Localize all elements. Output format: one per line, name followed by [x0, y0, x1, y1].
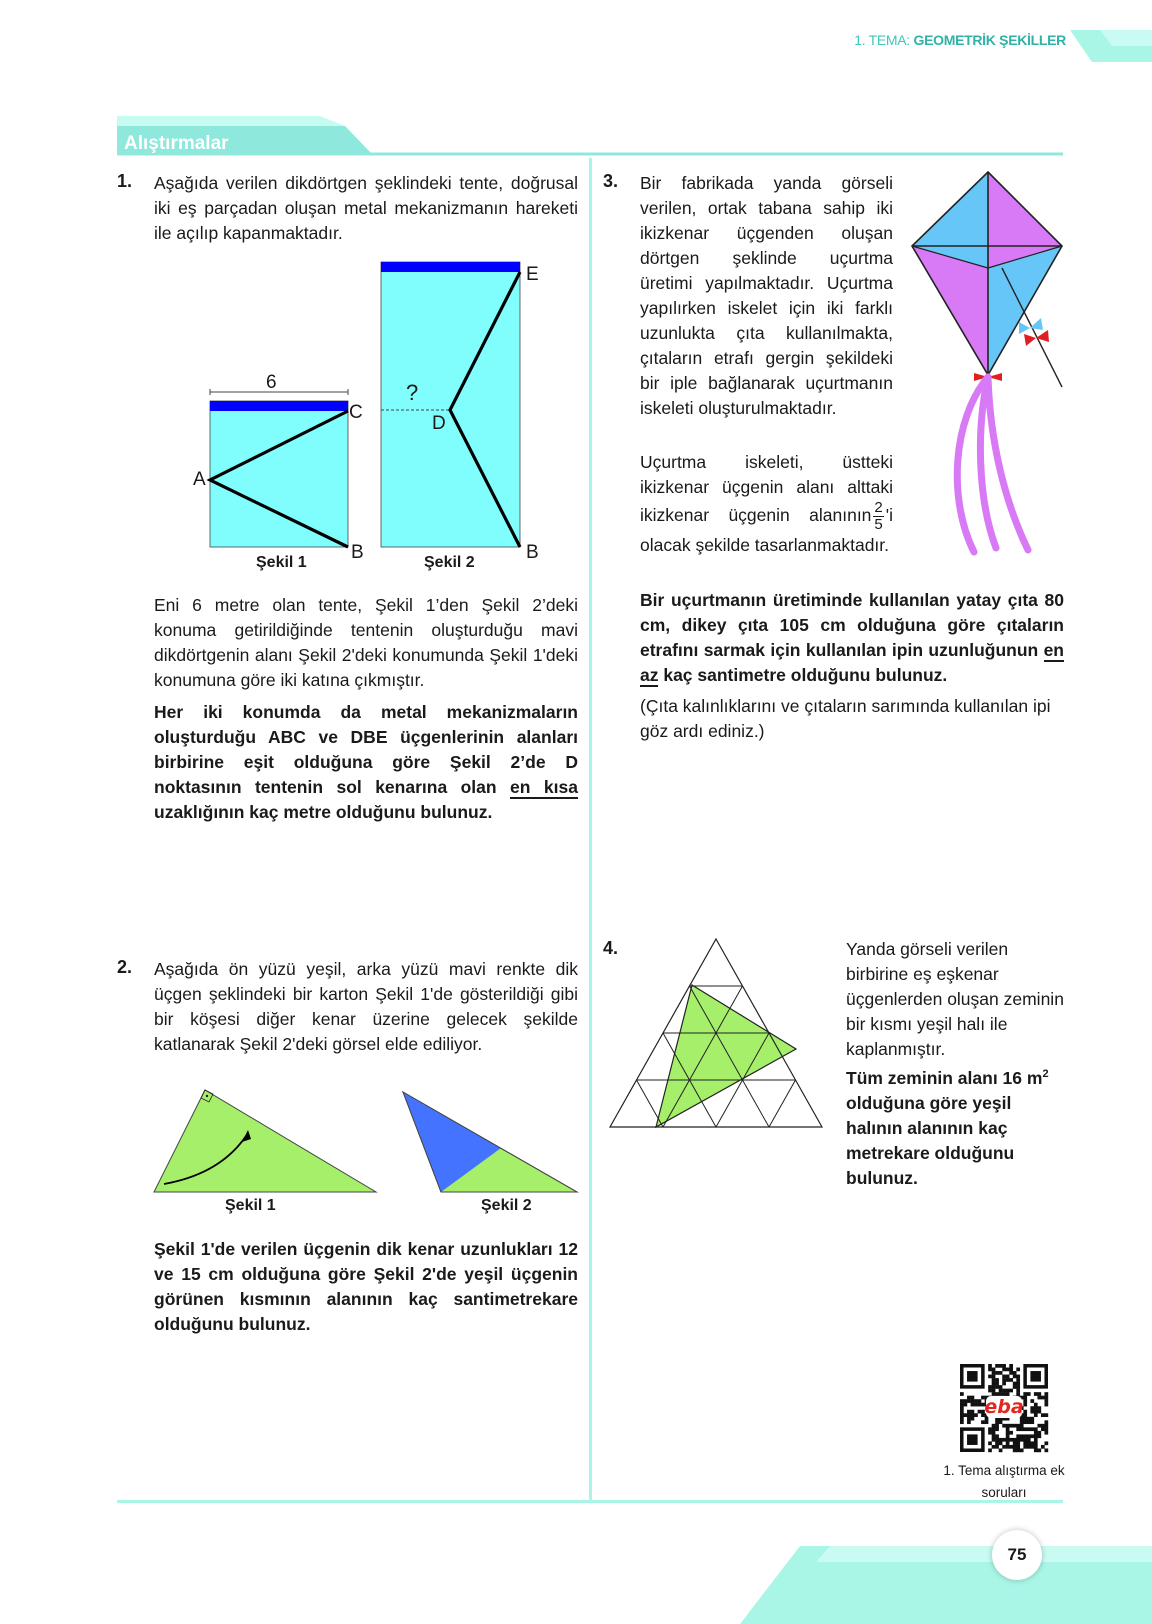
q3-question-emphasis: en az	[640, 640, 1064, 685]
q4-question-sup: 2	[1042, 1068, 1049, 1081]
q4-question-part1: Tüm zeminin alanı 16 m	[846, 1068, 1043, 1088]
q1-fig2-caption: Şekil 2	[424, 554, 475, 571]
qr-code[interactable]	[960, 1364, 1048, 1452]
q3-paragraph2	[640, 450, 893, 558]
q4-number: 4.	[603, 938, 619, 958]
q1-question-part2: uzaklığının kaç metre olduğunu bulunuz.	[154, 802, 493, 822]
q3-question-part1: Bir uçurtmanın üretiminde kullanılan yatay çıta 80 cm, dikey çıta 105 cm olduğuna göre çıtaların etrafını sarmak için kullanılan ipin uzunluğunun	[640, 590, 1064, 660]
q2-figure	[150, 1088, 590, 1198]
q1-fig2-label-d: D	[432, 413, 446, 434]
q1-figure	[180, 252, 580, 582]
q1-fig2-label-e: E	[526, 264, 539, 285]
q3-paragraph2-end: 'i olacak şekilde tasarlanmaktadır.	[640, 505, 893, 555]
q1-fig2-bar	[381, 262, 520, 272]
eba-logo-text: eba	[984, 1396, 1024, 1418]
header-theme	[854, 32, 1066, 48]
q1-fig1-width-label: 6	[266, 372, 277, 393]
q3-number: 3.	[603, 171, 619, 191]
q4-question	[846, 1066, 1064, 1191]
q1-question-emphasis: en kısa	[510, 777, 578, 797]
qr-caption-line1: 1. Tema alıştırma ek	[943, 1463, 1065, 1478]
header-theme-title: GEOMETRİK ŞEKİLLER	[913, 32, 1066, 48]
q1-fig1-label-a: A	[193, 469, 206, 490]
q3-fraction-numerator: 2	[874, 499, 883, 516]
q1-fig1-label-c: C	[349, 402, 363, 423]
q1-fig1-label-b: B	[351, 542, 364, 563]
q4-paragraph1: Yanda görseli verilen birbirine eş eşkenar üçgenlerden oluşan zeminin bir kısmı yeşil halı ile kaplanmıştır.	[846, 939, 1064, 1059]
qr-caption-line2: soruları	[981, 1485, 1027, 1500]
qr-caption	[932, 1460, 1076, 1504]
q4-question-part2: olduğuna göre yeşil halının alanının kaç metrekare olduğunu bulunuz.	[846, 1093, 1015, 1188]
q3-question	[640, 588, 1064, 688]
q3-paragraph1: Bir fabrikada yanda görseli verilen, ortak tabana sahip iki ikizkenar üçgenden oluşan dörtgen şeklinde uçurtma üretimi yapılmaktadır. Uçurtma yapılırken iskelet için iki farklı uzunlukta çıta kullanılmakta, çıtaların etrafı gergin şekildeki bir iple bağlanarak uçurtmanın iskeleti oluşturulmaktadır.	[640, 173, 893, 418]
q1-fig2-question-mark: ?	[406, 380, 419, 405]
footer-decoration	[0, 1494, 1152, 1624]
q1-question	[154, 700, 578, 825]
q4-triangle-grid	[604, 937, 828, 1127]
page-number: 75	[1007, 1545, 1027, 1564]
q2-intro: Aşağıda ön yüzü yeşil, arka yüzü mavi renkte dik üçgen şeklindeki bir karton Şekil 1'de gösterildiği gibi bir köşesi diğer kenar üzerine gelecek şekilde katlanarak Şekil 2'deki görsel elde ediliyor.	[154, 959, 578, 1054]
q1-number: 1.	[117, 171, 133, 191]
header-theme-prefix: 1. TEMA:	[854, 32, 914, 48]
q3-kite-figure	[912, 170, 1072, 580]
q1-question-part1: Her iki konumda da metal mekanizmaların oluşturduğu ABC ve DBE üçgenlerinin alanları birbirine eşit olduğuna göre Şekil 2’de D noktasının tentenin sol kenarına olan	[154, 702, 578, 797]
page-number-badge	[992, 1530, 1042, 1580]
q1-body: Eni 6 metre olan tente, Şekil 1’den Şekil 2’deki konuma getirildiğinde tentenin oluşturduğu mavi dikdörtgenin alanı Şekil 2'deki konumunda Şekil 1'deki konumuna göre iki katına çıkmıştır.	[154, 595, 578, 690]
q3-note: (Çıta kalınlıklarını ve çıtaların sarımında kullanılan ipi göz ardı ediniz.)	[640, 696, 1051, 741]
q3-fraction	[873, 500, 883, 533]
q2-fig1-triangle	[154, 1090, 376, 1192]
q1-intro: Aşağıda verilen dikdörtgen şeklindeki tente, doğrusal iki eş parçadan oluşan metal mekanizmanın hareketi ile açılıp kapanmaktadır.	[154, 173, 578, 243]
q1-fig2-label-b: B	[526, 542, 539, 563]
q3-question-part2: kaç santimetre olduğunu bulunuz.	[658, 665, 948, 685]
q2-number: 2.	[117, 957, 133, 977]
q1-fig1-bar	[210, 401, 348, 411]
column-divider	[589, 158, 592, 1500]
q2-question: Şekil 1'de verilen üçgenin dik kenar uzunlukları 12 ve 15 cm olduğuna göre Şekil 2'de yeşil üçgenin görünen kısmının alanının kaç santimetrekare olduğunu bulunuz.	[154, 1239, 578, 1334]
q2-fig2-caption: Şekil 2	[481, 1197, 532, 1214]
q2-fig1-caption: Şekil 1	[225, 1197, 276, 1214]
section-title: Alıştırmalar	[124, 133, 229, 154]
q3-fraction-denominator: 5	[874, 516, 883, 533]
eba-logo	[986, 1396, 1022, 1418]
q3-paragraph2-text: Uçurtma iskeleti, üstteki ikizkenar üçgenin alanı alttaki ikizkenar üçgenin alanının	[640, 452, 893, 526]
q1-fig1-caption: Şekil 1	[256, 554, 307, 571]
